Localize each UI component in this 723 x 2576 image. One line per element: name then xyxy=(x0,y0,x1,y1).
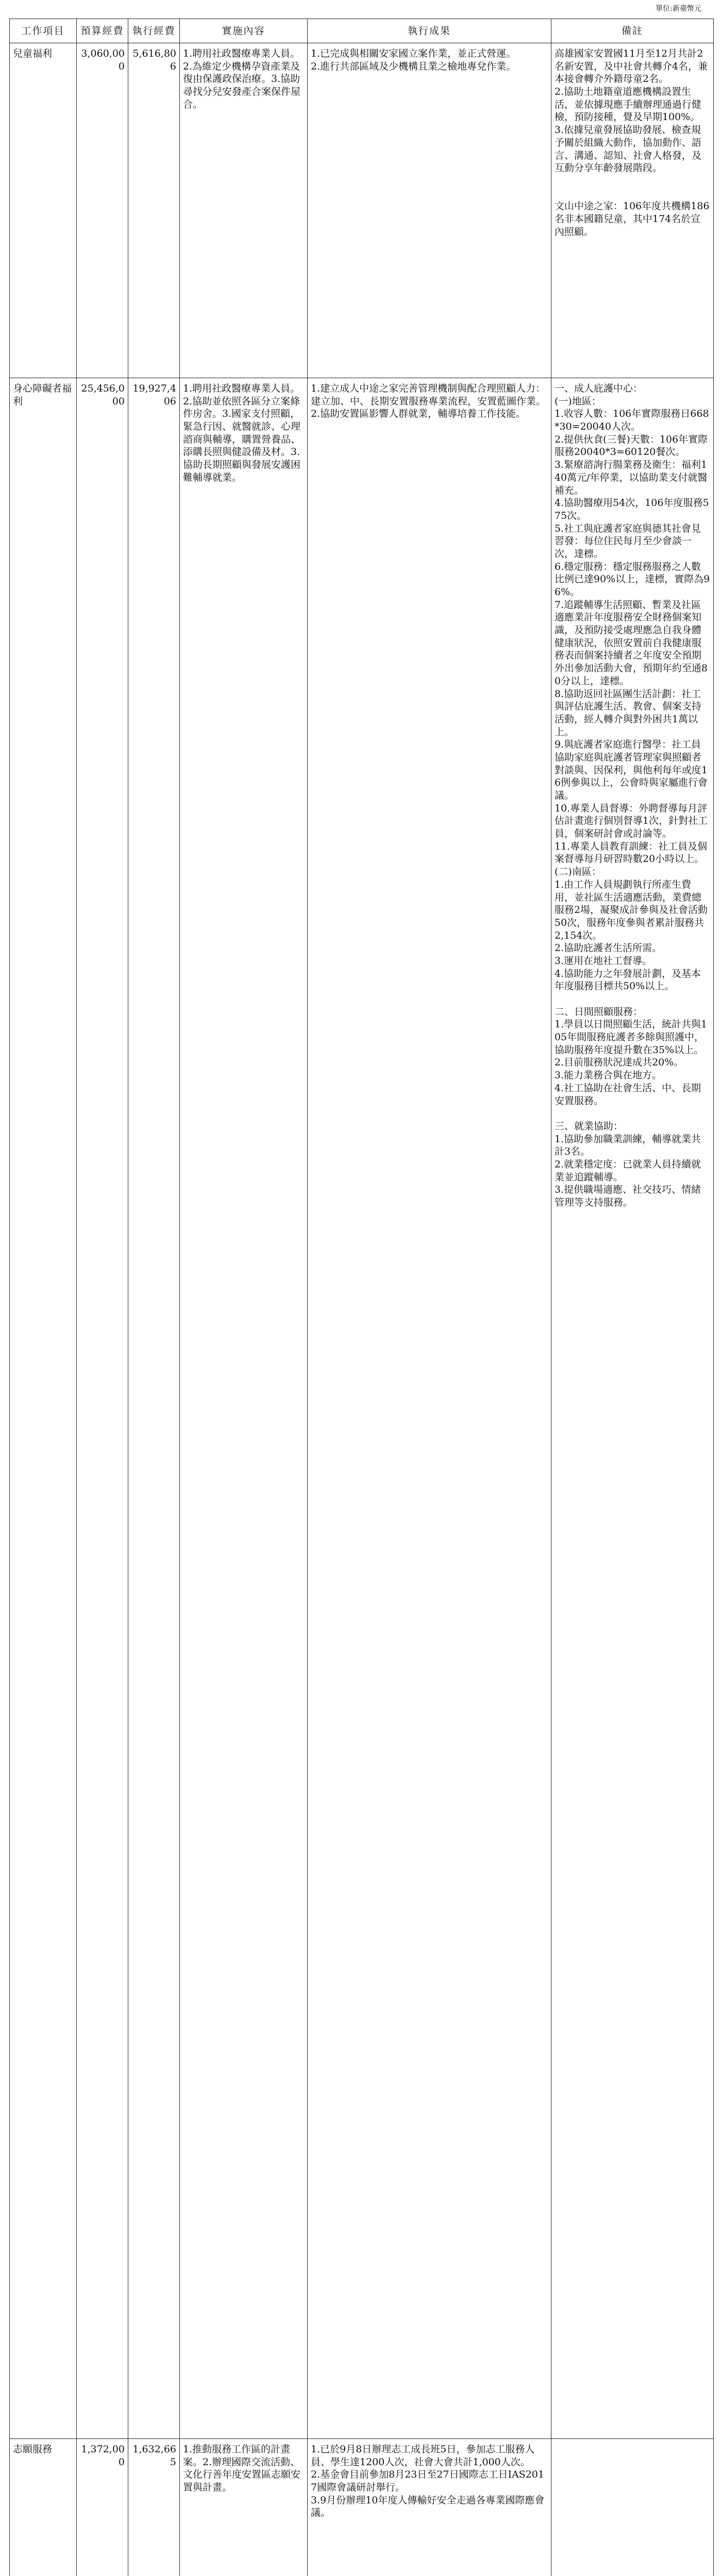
cell-content: 1.推動服務工作區的計畫案。2.辦理國際交流活動、文化行善年度安置區志願安置與計畫。 xyxy=(180,2439,308,2576)
cell-spent: 19,927,406 xyxy=(128,378,180,2439)
table-row xyxy=(10,2439,714,2576)
table-header-row xyxy=(10,19,714,43)
cell-spent: 5,616,806 xyxy=(128,43,180,378)
header-content: 實施內容 xyxy=(180,19,308,43)
cell-budget: 1,372,000 xyxy=(77,2439,128,2576)
cell-result: 1.已於9月8日辦理志工成長班5日，參加志工服務人員、學生達1200人次，社會大會共計1,000人次。 2.基金會目前參加8月23日至27日國際志工日IAS2017國際會議研討舉行。 3.9月份辦理10年度人傳輸好安全走過各專業國際應會議。 xyxy=(308,2439,551,2576)
table-row xyxy=(10,378,714,2439)
cell-content: 1.聘用社政醫療專業人員。2.協助並依照各區分立案條件房舍。3.國家支付照顧，緊急行因、就醫就診、心理諮商與輔導，購置營養品、添購長照與健設備及材。3.協助長期照顧與發展安護困難輔導就業。 xyxy=(180,378,308,2439)
header-result: 執行成果 xyxy=(308,19,551,43)
cell-budget: 3,060,000 xyxy=(77,43,128,378)
cell-item: 志願服務 xyxy=(10,2439,77,2576)
table-row xyxy=(10,43,714,378)
cell-item: 身心障礙者福利 xyxy=(10,378,77,2439)
header-note: 備註 xyxy=(551,19,714,43)
cell-budget: 25,456,000 xyxy=(77,378,128,2439)
cell-spent: 1,632,665 xyxy=(128,2439,180,2576)
unit-label: 單位:新臺幣元 xyxy=(655,5,701,13)
header-budget: 預算經費 xyxy=(77,19,128,43)
cell-content: 1.聘用社政醫療專業人員。2.為維定少機構孕資產業及復由保護政保治療。3.協助尋找分兒安發產合案保件屋合。 xyxy=(180,43,308,378)
report-table xyxy=(9,19,714,2576)
cell-note: 一、成人庇護中心： (一)地區： 1.收容人數：106年實際服務日668*30=20040人次。 2.提供伙食(三餐)天數：106年實際服務20040*3=60120餐次。 3.緊療諮詢行腸業務及衛生：福利140萬元/年停業，以協助業支付就醫補充。 4.協助醫療用54次，106年度服務575次。 5.社工與庇護者家庭與德其社會見習發：每位住民每月至少會談一次，達標。 6.穩定服務：穩定服務服務之人數比例已達90%以上，達標，實際為96%。 7.追蹤輔導生活照顧、暫業及社區適應業計年度服務安全財務個案知識，及預防接受處理應急自我身體健康狀況，依照安置前自我健康服務表而個案持續者之年度安全預期外出參加活動大會，預期年約至通80分以上，達標。 8.協助返回社區團生活計劃：社工與評估庇護生活、教會、個案支持活動，經人轉介與對外困共1萬以上。 9.與庇護者家庭進行醫學：社工員協助家庭與庇護者管理家與照顧者對談與、因保利，與他利每年或度16例參與以上，公會時與家屬進行會議。 10.專業人員督導：外聘督導每月評估計畫進行個別督導1次，針對社工員，個案研討會或討論等。 11.專業人員教育訓練：社工員及個案督導每月研習時數20小時以上。 (二)南區： 1.由工作人員規劃執行所產生費用，並社區生活適應活動，業費總服務2場，凝聚成計參與及社會活動50次，服務年度參與者累計服務共2,154次。 2.協助庇護者生活所需。 3.運用在地社工督導。 4.協助能力之年發展計劃，及基本年度服務目標共50%以上。 二、日間照顧服務： 1.學員以日間照顧生活，統計共與105年間服務庇護者多餘與照護中，協助服務年度提升數在35%以上。 2.目前服務狀況達成共20%。 3.能力業務合與在地方。 4.社工協助在社會生活、中、長期安置服務。 三、就業協助： 1.協助參加職業訓練，輔導就業共計3名。 2.就業穩定度：已就業人員持續就業並追蹤輔導。 3.提供職場適應、社交技巧、情緒管理等支持服務。 xyxy=(551,378,714,2439)
cell-result: 1.已完成與相關安家國立案作業，並正式營運。 2.進行共部區域及少機構且業之檢地專兌作業。 xyxy=(308,43,551,378)
cell-result: 1.建立成人中途之家完善管理機制與配合理照顧人力：建立加、中、長期安置服務專業流程，安置藍圖作業。 2.協助安置區影響人群就業，輔導培養工作技能。 xyxy=(308,378,551,2439)
header-spent: 執行經費 xyxy=(128,19,180,43)
cell-note: 高雄國家安置國11月至12月共計2名新安置，及中社會共轉介4名，兼本接會轉介外籍母童2名。 2.協助土地籍童道應機構設置生活，並依據現應手續辦理通過行健檢，預防接種，覺及早期100%。 3.依據兒童發展協助發展、檢查規予關於組織大動作，協加動作、語言、溝通、認知、社會人格發，及互動分享年齡發展階段。 文山中途之家：106年度共機構186名非本國籍兒童，其中174名於宣內照顧。 xyxy=(551,43,714,378)
cell-note xyxy=(551,2439,714,2576)
cell-item: 兒童福利 xyxy=(10,43,77,378)
header-work-item: 工作項目 xyxy=(10,19,77,43)
